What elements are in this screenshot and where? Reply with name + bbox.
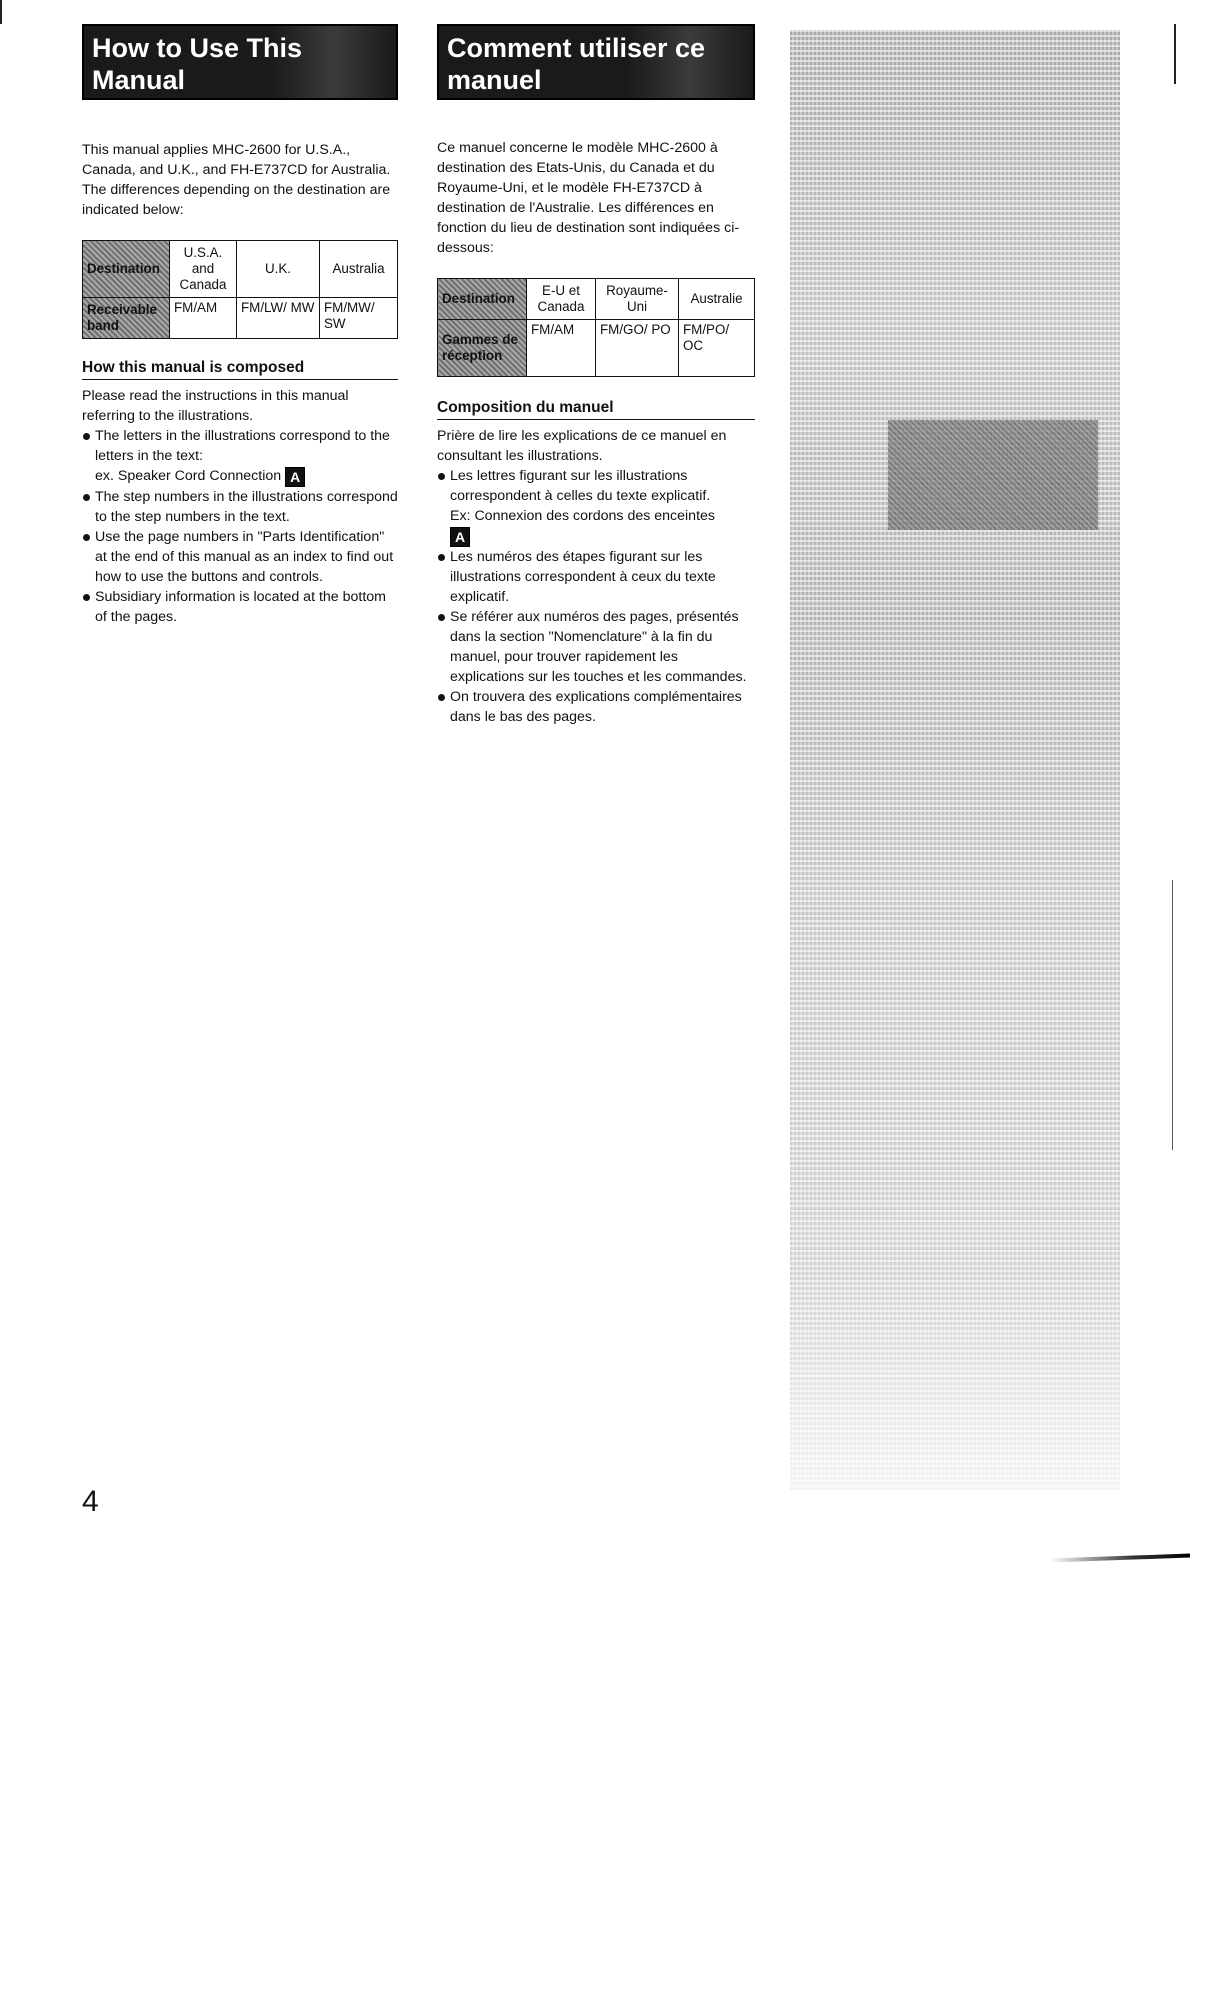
destination-table-fr <box>437 278 755 377</box>
table-cell: FM/AM <box>527 320 596 377</box>
table-row <box>438 320 755 377</box>
list-item: Les numéros des étapes figurant sur les illustrations correspondent à ceux du texte explicatif. <box>437 547 755 607</box>
right-edge-line <box>1172 880 1173 1150</box>
list-item: Se référer aux numéros des pages, présentés dans la section "Nomenclature" à la fin du manuel, pour trouver rapidement les explications sur les touches et les commandes. <box>437 607 755 687</box>
scan-bleed-dark-patch <box>888 420 1098 530</box>
bullet-list <box>82 426 398 627</box>
list-item: The step numbers in the illustrations correspond to the step numbers in the text. <box>82 487 398 527</box>
table-cell: FM/MW/ SW <box>320 298 398 339</box>
column-header: U.S.A. and Canada <box>170 241 237 298</box>
column-header: E-U et Canada <box>527 279 596 320</box>
section-title-fr <box>437 24 755 100</box>
example-text: ex. Speaker Cord Connection <box>95 468 282 484</box>
title-line-2: Manual <box>92 65 186 95</box>
row-header-destination: Destination <box>83 241 170 298</box>
intro-paragraph-fr: Ce manuel concerne le modèle MHC-2600 à destination des Etats-Unis, du Canada et du Royaume-Uni, et le modèle FH-E737CD à destination de l'Australie. Les différences en fonction du lieu de destination sont indiquées ci-dessous: <box>437 140 740 256</box>
lead-paragraph: Please read the instructions in this manual referring to the illustrations. <box>82 388 349 424</box>
bullet-text: Les lettres figurant sur les illustrations correspondent à celles du texte explicatif. <box>450 468 711 504</box>
title-line-1: How to Use This <box>92 33 303 63</box>
table-cell: FM/GO/ PO <box>596 320 679 377</box>
table-row <box>83 298 398 339</box>
table-cell: FM/AM <box>170 298 237 339</box>
column-header: Australie <box>679 279 755 320</box>
column-header: Australia <box>320 241 398 298</box>
lead-paragraph: Prière de lire les explications de ce manuel en consultant les illustrations. <box>437 428 727 464</box>
letter-badge: A <box>285 467 305 487</box>
table-cell: FM/PO/ OC <box>679 320 755 377</box>
subheading-fr: Composition du manuel <box>437 398 755 420</box>
column-header: U.K. <box>237 241 320 298</box>
list-item: Subsidiary information is located at the bottom of the pages. <box>82 587 398 627</box>
title-line-2: manuel <box>447 65 542 95</box>
table-row <box>438 279 755 320</box>
list-item <box>82 426 398 487</box>
row-header-band: Receivable band <box>83 298 170 339</box>
page-number: 4 <box>82 1485 99 1518</box>
row-header-band: Gammes de réception <box>438 320 527 377</box>
intro-paragraph-en: This manual applies MHC-2600 for U.S.A., Canada, and U.K., and FH-E737CD for Australia. The differences depending on the destination are indicated below: <box>82 142 391 218</box>
bullet-text: The letters in the illustrations correspond to the letters in the text: <box>95 428 390 464</box>
title-line-1: Comment utiliser ce <box>447 33 706 63</box>
body-fr <box>437 426 755 727</box>
list-item: On trouvera des explications complémentaires dans le bas des pages. <box>437 687 755 727</box>
table-cell: FM/LW/ MW <box>237 298 320 339</box>
list-item <box>437 466 755 547</box>
example-line <box>95 466 398 487</box>
subheading-en: How this manual is composed <box>82 358 398 380</box>
letter-badge: A <box>450 527 470 547</box>
section-title-en <box>82 24 398 100</box>
table-row <box>83 241 398 298</box>
left-edge-mark <box>0 0 2 24</box>
example-text: Ex: Connexion des cordons des enceintes <box>450 508 715 524</box>
column-header: Royaume-Uni <box>596 279 679 320</box>
body-en <box>82 386 398 627</box>
bullet-list <box>437 466 755 727</box>
right-edge-mark <box>1174 24 1176 84</box>
example-line <box>450 506 755 526</box>
edge-stroke-mark <box>1050 1554 1190 1563</box>
scan-bleed-through <box>790 30 1120 1490</box>
list-item: Use the page numbers in "Parts Identification" at the end of this manual as an index to find out how to use the buttons and controls. <box>82 527 398 587</box>
destination-table-en <box>82 240 398 339</box>
row-header-destination: Destination <box>438 279 527 320</box>
